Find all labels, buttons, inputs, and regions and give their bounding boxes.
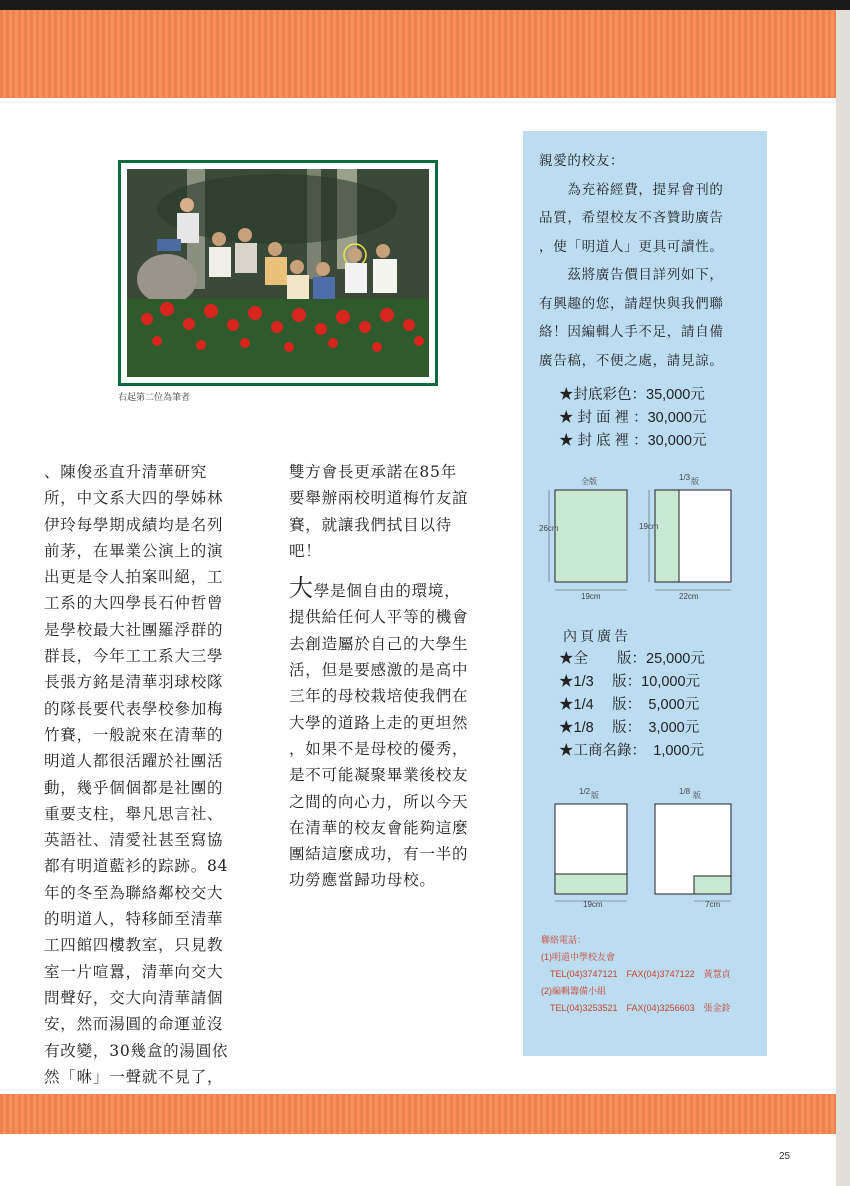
inner-pages-title: 內頁廣告 xyxy=(563,629,631,645)
price-line: ★1/8 版： 3,000元 xyxy=(559,720,700,736)
photo-illustration xyxy=(127,169,429,377)
ad-size-diagrams-cover xyxy=(539,469,751,601)
text-line: ，如果不是母校的優秀， xyxy=(289,739,469,758)
page-edge-shadow xyxy=(836,10,850,1186)
price-line: ★ 封 面 裡 ：30,000元 xyxy=(559,410,707,426)
text-line: 在清華的校友會能夠這麼 xyxy=(289,818,469,837)
greeting-line: 有興趣的您，請趕快與我們聯 xyxy=(539,295,724,312)
orange-footer-band xyxy=(0,1094,850,1134)
article-column-1 xyxy=(44,459,254,1090)
text-line: 功勞應當歸功母校。 xyxy=(289,871,436,890)
half-page-box xyxy=(555,874,627,894)
text-line: 三年的母校栽培使我們在 xyxy=(289,687,469,706)
text-line: 竹賽，一般說來在清華的 xyxy=(44,725,224,744)
diagram-label: 19cm xyxy=(639,522,659,531)
price-line: ★ 封 底 裡 ：30,000元 xyxy=(559,433,707,449)
text-line: 要舉辦兩校明道梅竹友誼 xyxy=(289,489,469,508)
diagram-label: 1/8 xyxy=(679,787,691,796)
text-line: 去創造屬於自己的大學生 xyxy=(289,634,469,653)
greeting-line: 親愛的校友： xyxy=(539,153,625,169)
text-line: 群長，今年工工系大三學 xyxy=(44,647,224,666)
eighth-page-box xyxy=(694,876,731,894)
photo-caption: 右起第二位為筆者 xyxy=(118,393,191,403)
text-line: 動，幾乎個個都是社團的 xyxy=(44,778,224,797)
top-dark-bar xyxy=(0,0,850,10)
text-line: 提供給任何人平等的機會 xyxy=(289,608,469,627)
text-fragment: 學是個自由的環境， xyxy=(313,582,461,601)
text-line: 賽，就讓我們拭目以待 xyxy=(289,515,453,534)
diagram-label: 版 xyxy=(591,791,599,800)
text-line: 活，但是要感激的是高中 xyxy=(289,661,469,680)
text-line: 是學校最大社團羅浮群的 xyxy=(44,620,224,639)
diagram-label: 19cm xyxy=(581,592,601,601)
text-line: 明道人都很活躍於社團活 xyxy=(44,752,224,771)
price-line: ★全 版：25,000元 xyxy=(559,651,705,667)
text-line: 年的冬至為聯絡鄰校交大 xyxy=(44,883,224,902)
text-line: 出更是令人拍案叫絕，工 xyxy=(44,568,224,587)
greeting-line: 絡！因編輯人手不足，請自備 xyxy=(539,324,724,340)
diagram-label: 版 xyxy=(691,477,699,486)
group-photo-frame xyxy=(118,160,438,386)
greeting-line: 品質，希望校友不吝贊助廣告 xyxy=(539,210,724,226)
ad-rate-panel xyxy=(523,131,767,1056)
full-page-box xyxy=(555,490,627,582)
text-line: 所，中文系大四的學姊林 xyxy=(44,489,224,508)
diagram-label: 7cm xyxy=(705,900,721,908)
ad-size-diagrams-inner xyxy=(539,786,751,908)
paragraph-gap xyxy=(289,564,489,576)
diagram-label: 26cm xyxy=(539,524,559,533)
greeting-line: ，使「明道人」更具可讀性。 xyxy=(539,238,724,255)
diagram-label: 全版 xyxy=(581,477,597,486)
contact-info xyxy=(541,932,731,1017)
text-line: 之間的向心力，所以今天 xyxy=(289,792,469,811)
greeting-line: 茲將廣告價目詳列如下， xyxy=(539,267,724,283)
text-line: 然「咻」一聲就不見了， xyxy=(44,1067,224,1086)
diagram-label: 22cm xyxy=(679,592,699,601)
contact-line: TEL(04)3253521 FAX(04)3256603 張金鈴 xyxy=(541,1003,731,1013)
greeting-line: 為充裕經費，提昇會刊的 xyxy=(539,181,724,198)
text-line: 有改變，30幾盒的湯圓依 xyxy=(44,1041,229,1060)
third-page-box xyxy=(655,490,679,582)
text-line: 吧！ xyxy=(289,541,322,560)
text-line: 前茅，在畢業公演上的演 xyxy=(44,541,224,560)
greeting-line: 廣告稿，不便之處，請見諒。 xyxy=(539,352,724,369)
text-line: 大學的道路上走的更坦然 xyxy=(289,713,469,732)
orange-header-band xyxy=(0,10,850,98)
group-photo xyxy=(127,169,429,377)
price-line: ★1/4 版： 5,000元 xyxy=(559,697,700,713)
text-line: 伊玲每學期成績均是名列 xyxy=(44,515,224,534)
text-line: 英語社、清愛社甚至寫協 xyxy=(44,831,224,850)
text-line: 是不可能凝聚畢業後校友 xyxy=(289,766,469,785)
diagram-label: 版 xyxy=(693,791,701,800)
text-line: 團結這麼成功，有一半的 xyxy=(289,845,469,864)
text-line: 雙方會長更承諾在85年 xyxy=(289,463,458,481)
text-line: 長張方銘是清華羽球校隊 xyxy=(44,673,224,692)
text-line: 室一片喧囂，清華向交大 xyxy=(44,962,224,981)
inner-price-list xyxy=(559,648,705,763)
ad-greeting xyxy=(539,147,724,375)
contact-line: TEL(04)3747121 FAX(04)3747122 黃慧貞 xyxy=(541,969,731,979)
price-line: ★封底彩色：35,000元 xyxy=(559,387,705,403)
diagram-label: 1/2 xyxy=(579,787,591,796)
text-line: 問聲好，交大向清華請個 xyxy=(44,988,224,1007)
text-line-dropcap xyxy=(289,576,489,604)
text-line: 的隊長要代表學校參加梅 xyxy=(44,699,224,718)
text-line: 重要支柱，舉凡思言社、 xyxy=(44,804,224,823)
text-line: 都有明道藍衫的踪跡。84 xyxy=(44,857,229,876)
page-number: 25 xyxy=(779,1151,791,1162)
drop-cap: 大 xyxy=(289,574,314,603)
contact-line: 聯絡電話： xyxy=(541,935,587,945)
price-line: ★工商名錄： 1,000元 xyxy=(559,743,705,759)
contact-line: (2)編輯籌備小組 xyxy=(541,986,606,996)
price-line: ★1/3 版：10,000元 xyxy=(559,674,701,690)
contact-line: (1)明道中學校友會 xyxy=(541,952,615,962)
text-line: 、陳俊丞直升清華研究 xyxy=(44,463,208,481)
diagram-label: 1/3 xyxy=(679,473,691,482)
cover-price-list xyxy=(559,384,706,453)
diagram-label: 19cm xyxy=(583,900,603,908)
article-column-2 xyxy=(289,459,489,894)
text-line: 的明道人，特移師至清華 xyxy=(44,910,224,929)
text-line: 安，然而湯圓的命運並沒 xyxy=(44,1015,224,1034)
text-line: 工系的大四學長石仲哲曾 xyxy=(44,594,224,613)
text-line: 工四館四樓教室，只見教 xyxy=(44,936,224,955)
